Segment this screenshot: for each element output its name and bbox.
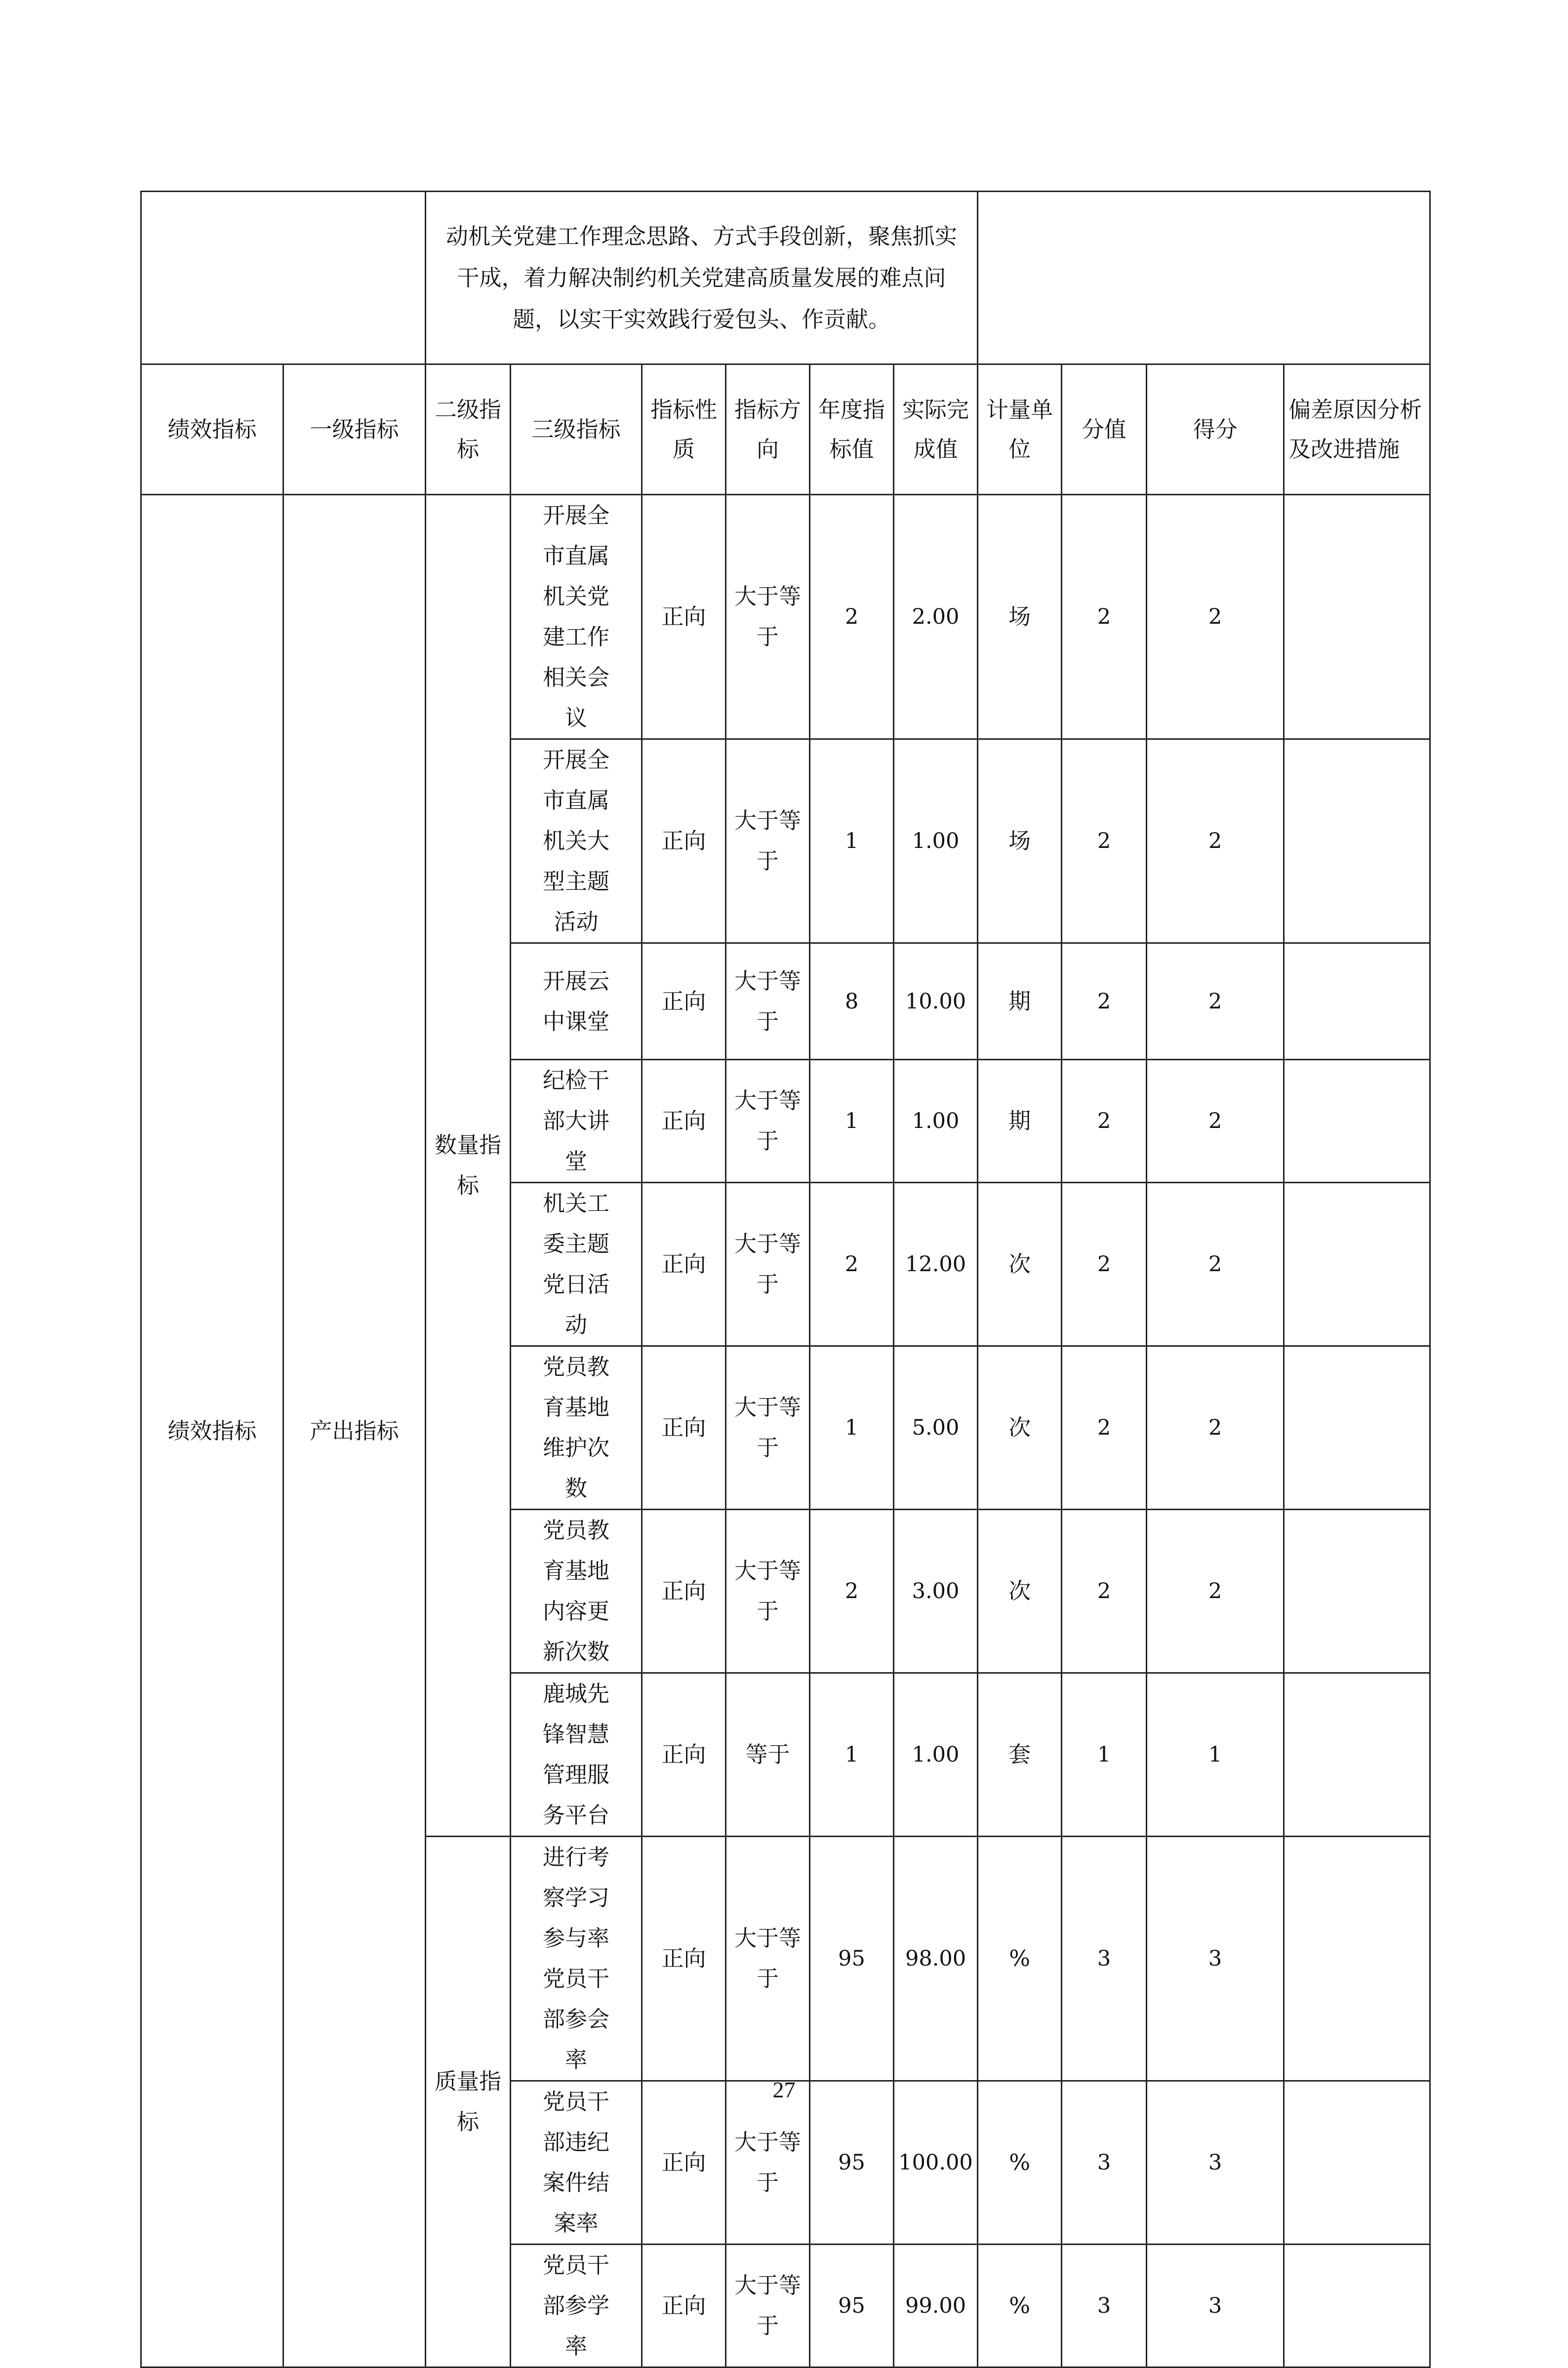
score-cell: 3 <box>1147 2081 1284 2245</box>
nature-cell: 正向 <box>642 1837 726 2081</box>
value-cell: 3 <box>1062 2245 1147 2368</box>
actual-cell: 99.00 <box>894 2245 978 2368</box>
actual-cell: 1.00 <box>894 1060 978 1183</box>
header-nature: 指标性质 <box>642 364 726 495</box>
score-cell: 3 <box>1147 2245 1284 2368</box>
target-cell: 95 <box>810 2081 894 2245</box>
note-cell <box>1284 1837 1430 2081</box>
note-cell <box>1284 495 1430 739</box>
direction-cell: 大于等于 <box>726 2245 810 2368</box>
direction-cell: 大于等于 <box>726 1183 810 1346</box>
note-cell <box>1284 2245 1430 2368</box>
continuation-blank-cell <box>141 192 426 364</box>
indicator-name: 开展全市直属机关党建工作相关会议 <box>511 495 642 739</box>
value-cell: 2 <box>1062 1510 1147 1673</box>
header-score-value: 分值 <box>1062 364 1147 495</box>
note-cell <box>1284 1183 1430 1346</box>
note-cell <box>1284 1060 1430 1183</box>
value-cell: 2 <box>1062 1346 1147 1510</box>
header-level3: 三级指标 <box>511 364 642 495</box>
unit-cell: 次 <box>978 1346 1062 1510</box>
score-cell: 1 <box>1147 1673 1284 1837</box>
actual-cell: 1.00 <box>894 739 978 943</box>
value-cell: 3 <box>1062 1837 1147 2081</box>
nature-cell: 正向 <box>642 2081 726 2245</box>
value-cell: 2 <box>1062 739 1147 943</box>
target-cell: 95 <box>810 2245 894 2368</box>
indicator-name: 党员干部违纪案件结案率 <box>511 2081 642 2245</box>
indicator-name: 党员干部参学率 <box>511 2245 642 2368</box>
unit-cell: 期 <box>978 943 1062 1060</box>
unit-cell: 次 <box>978 1183 1062 1346</box>
quantity-indicator-cell: 数量指标 <box>426 495 511 1837</box>
unit-cell: 场 <box>978 739 1062 943</box>
nature-cell: 正向 <box>642 1346 726 1510</box>
direction-cell: 大于等于 <box>726 2081 810 2245</box>
note-cell <box>1284 2081 1430 2245</box>
target-cell: 1 <box>810 739 894 943</box>
actual-cell: 5.00 <box>894 1346 978 1510</box>
target-cell: 1 <box>810 1060 894 1183</box>
nature-cell: 正向 <box>642 1183 726 1346</box>
quality-indicator-cell: 质量指标 <box>426 1837 511 2368</box>
value-cell: 2 <box>1062 495 1147 739</box>
nature-cell: 正向 <box>642 1510 726 1673</box>
nature-cell: 正向 <box>642 1673 726 1837</box>
header-score: 得分 <box>1147 364 1284 495</box>
target-cell: 2 <box>810 495 894 739</box>
actual-cell: 2.00 <box>894 495 978 739</box>
unit-cell: 套 <box>978 1673 1062 1837</box>
indicator-name: 机关工委主题党日活动 <box>511 1183 642 1346</box>
header-actual: 实际完成值 <box>894 364 978 495</box>
indicator-name: 党员教育基地维护次数 <box>511 1346 642 1510</box>
actual-cell: 3.00 <box>894 1510 978 1673</box>
target-cell: 95 <box>810 1837 894 2081</box>
note-cell <box>1284 1346 1430 1510</box>
actual-cell: 1.00 <box>894 1673 978 1837</box>
nature-cell: 正向 <box>642 495 726 739</box>
value-cell: 3 <box>1062 2081 1147 2245</box>
header-row <box>141 364 1430 495</box>
value-cell: 2 <box>1062 943 1147 1060</box>
page-number: 27 <box>772 2077 796 2102</box>
actual-cell: 12.00 <box>894 1183 978 1346</box>
perf-group-cell: 绩效指标 <box>141 495 283 2368</box>
nature-cell: 正向 <box>642 943 726 1060</box>
actual-cell: 98.00 <box>894 1837 978 2081</box>
value-cell: 1 <box>1062 1673 1147 1837</box>
indicator-name: 鹿城先锋智慧管理服务平台 <box>511 1673 642 1837</box>
note-cell <box>1284 1510 1430 1673</box>
nature-cell: 正向 <box>642 2245 726 2368</box>
unit-cell: % <box>978 1837 1062 2081</box>
direction-cell: 等于 <box>726 1673 810 1837</box>
direction-cell: 大于等于 <box>726 495 810 739</box>
score-cell: 2 <box>1147 943 1284 1060</box>
target-cell: 1 <box>810 1346 894 1510</box>
target-cell: 2 <box>810 1183 894 1346</box>
direction-cell: 大于等于 <box>726 1346 810 1510</box>
actual-cell: 10.00 <box>894 943 978 1060</box>
note-cell <box>1284 1673 1430 1837</box>
unit-cell: 场 <box>978 495 1062 739</box>
indicator-name: 开展全市直属机关大型主题活动 <box>511 739 642 943</box>
header-level1: 一级指标 <box>283 364 426 495</box>
score-cell: 2 <box>1147 739 1284 943</box>
actual-cell: 100.00 <box>894 2081 978 2245</box>
direction-cell: 大于等于 <box>726 739 810 943</box>
header-unit: 计量单位 <box>978 364 1062 495</box>
header-perf: 绩效指标 <box>141 364 283 495</box>
target-cell: 1 <box>810 1673 894 1837</box>
level1-group-cell: 产出指标 <box>283 495 426 2368</box>
indicator-name: 进行考察学习参与率党员干部参会率 <box>511 1837 642 2081</box>
value-cell: 2 <box>1062 1060 1147 1183</box>
continuation-text: 动机关党建工作理念思路、方式手段创新，聚焦抓实干成，着力解决制约机关党建高质量发展的难点问题，以实干实效践行爱包头、作贡献。 <box>426 192 978 364</box>
nature-cell: 正向 <box>642 739 726 943</box>
continuation-right-cell <box>978 192 1430 364</box>
unit-cell: 期 <box>978 1060 1062 1183</box>
indicator-name: 党员教育基地内容更新次数 <box>511 1510 642 1673</box>
nature-cell: 正向 <box>642 1060 726 1183</box>
header-deviation: 偏差原因分析及改进措施 <box>1284 364 1430 495</box>
table-row <box>141 495 1430 739</box>
unit-cell: % <box>978 2245 1062 2368</box>
indicator-name: 纪检干部大讲堂 <box>511 1060 642 1183</box>
note-cell <box>1284 943 1430 1060</box>
target-cell: 2 <box>810 1510 894 1673</box>
note-cell <box>1284 739 1430 943</box>
direction-cell: 大于等于 <box>726 1837 810 2081</box>
unit-cell: 次 <box>978 1510 1062 1673</box>
header-target: 年度指标值 <box>810 364 894 495</box>
continuation-row <box>141 192 1430 364</box>
direction-cell: 大于等于 <box>726 1060 810 1183</box>
header-level2: 二级指标 <box>426 364 511 495</box>
unit-cell: % <box>978 2081 1062 2245</box>
direction-cell: 大于等于 <box>726 943 810 1060</box>
score-cell: 2 <box>1147 1183 1284 1346</box>
score-cell: 2 <box>1147 1510 1284 1673</box>
header-direction: 指标方向 <box>726 364 810 495</box>
score-cell: 2 <box>1147 495 1284 739</box>
direction-cell: 大于等于 <box>726 1510 810 1673</box>
target-cell: 8 <box>810 943 894 1060</box>
score-cell: 3 <box>1147 1837 1284 2081</box>
value-cell: 2 <box>1062 1183 1147 1346</box>
indicator-name: 开展云中课堂 <box>511 943 642 1060</box>
performance-table <box>140 191 1431 2368</box>
score-cell: 2 <box>1147 1346 1284 1510</box>
score-cell: 2 <box>1147 1060 1284 1183</box>
